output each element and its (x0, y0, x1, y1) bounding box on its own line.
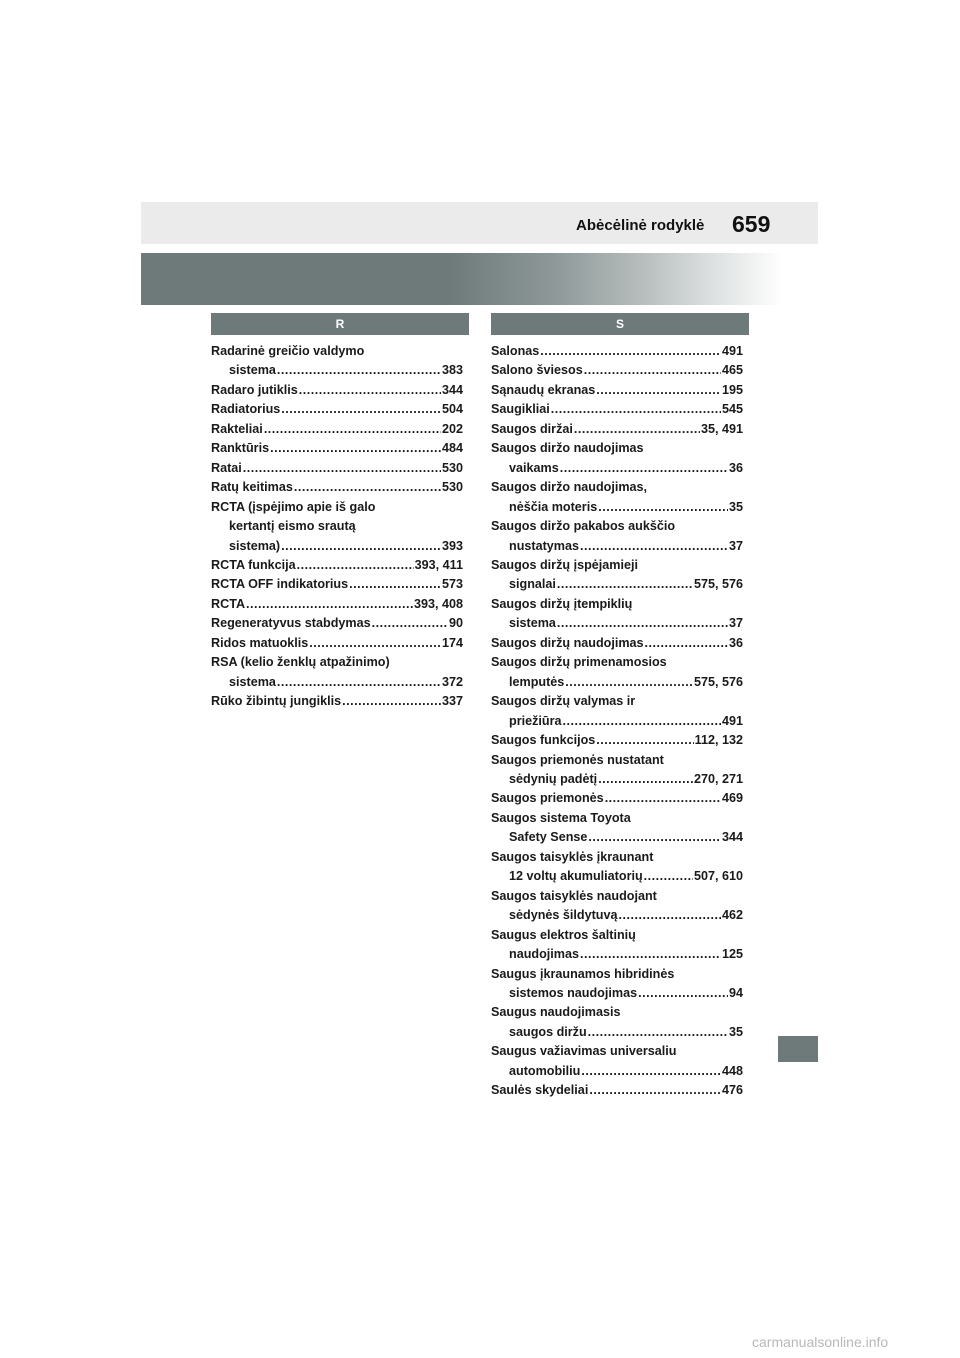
entry-page-ref[interactable]: 337 (441, 694, 463, 709)
dot-leader (557, 614, 728, 633)
dot-leader (551, 400, 721, 419)
entry-page-ref[interactable]: 573 (441, 577, 463, 592)
dot-leader (596, 731, 693, 750)
entry-leader-line (491, 1081, 743, 1100)
entry-page-ref[interactable]: 383 (441, 363, 463, 378)
entry-leader-line (491, 673, 743, 692)
dot-leader (557, 575, 693, 594)
entry-line: Saugos diržų įspėjamieji (491, 557, 638, 572)
entry-line: RSA (kelio ženklų atpažinimo) (211, 655, 390, 670)
dot-leader (574, 420, 700, 439)
index-entry[interactable] (491, 361, 743, 380)
entry-leader-line (491, 906, 743, 925)
entry-term: Regeneratyvus stabdymas (211, 616, 371, 631)
dot-leader (349, 575, 441, 594)
entry-page-ref[interactable]: 372 (441, 674, 463, 689)
entry-term: sistemos naudojimas (509, 985, 638, 1000)
entry-page-ref[interactable]: 393, 411 (414, 557, 463, 572)
entry-leader-line (491, 342, 743, 361)
entry-line: Saugus įkraunamos hibridinės (491, 966, 675, 981)
dot-leader (644, 867, 693, 886)
entry-page-ref[interactable]: 35 (728, 499, 743, 514)
dot-leader (294, 478, 441, 497)
index-entry[interactable] (211, 459, 463, 478)
dot-leader (565, 673, 693, 692)
entry-page-ref[interactable]: 530 (441, 480, 463, 495)
entry-leader-line (491, 1023, 743, 1042)
entry-line: RCTA (įspėjimo apie iš galo (211, 499, 376, 514)
dot-leader (243, 459, 441, 478)
dot-leader (281, 400, 441, 419)
entry-term: Safety Sense (509, 830, 588, 845)
entry-term: priežiūra (509, 713, 562, 728)
index-entry[interactable] (211, 653, 463, 692)
index-entry[interactable] (491, 731, 743, 750)
dot-leader (372, 614, 448, 633)
page-number: 659 (732, 211, 771, 237)
index-entry[interactable] (491, 751, 743, 790)
index-entry[interactable] (491, 478, 743, 517)
entry-term: Salono šviesos (491, 363, 583, 378)
entry-term: RCTA OFF indikatorius (211, 577, 349, 592)
dot-leader (638, 984, 728, 1003)
entry-leader-line (491, 828, 743, 847)
entry-term: sistema (229, 363, 276, 378)
index-entry[interactable] (211, 634, 463, 653)
page-title: Abėcėlinė rodyklė (576, 217, 705, 234)
entry-page-ref[interactable]: 530 (441, 460, 463, 475)
entry-term: Radiatorius (211, 402, 281, 417)
entry-page-ref[interactable]: 37 (728, 538, 743, 553)
entry-term: signalai (509, 577, 556, 592)
entry-term: 12 voltų akumuliatorių (509, 869, 643, 884)
index-entry[interactable] (491, 926, 743, 965)
entry-page-ref[interactable]: 36 (728, 460, 743, 475)
entry-leader-line (211, 361, 463, 380)
entry-line: Saugos priemonės nustatant (491, 752, 664, 767)
index-entry[interactable] (211, 595, 463, 614)
section-header-r: R (211, 313, 469, 335)
entry-line: Saugos diržų įtempiklių (491, 596, 633, 611)
index-entry[interactable] (491, 420, 743, 439)
dot-leader (581, 1062, 721, 1081)
index-entry[interactable] (491, 595, 743, 634)
entry-leader-line (211, 673, 463, 692)
entry-leader-line (491, 498, 743, 517)
entry-leader-line (491, 770, 743, 789)
dot-leader (277, 673, 441, 692)
entry-term: Ridos matuoklis (211, 635, 309, 650)
entry-line: Saugos diržo naudojimas, (491, 480, 648, 495)
entry-page-ref[interactable]: 575, 576 (693, 674, 743, 689)
entry-term: naudojimas (509, 947, 579, 962)
dot-leader (299, 381, 441, 400)
decorative-gradient-band (141, 253, 783, 305)
index-entry[interactable] (491, 653, 743, 692)
entry-leader-line (211, 692, 463, 711)
index-entry[interactable] (491, 1081, 743, 1100)
index-entry[interactable] (211, 478, 463, 497)
index-entry[interactable] (491, 1042, 743, 1081)
dot-leader (277, 361, 441, 380)
index-entry[interactable] (211, 420, 463, 439)
entry-page-ref[interactable]: 476 (721, 1083, 743, 1098)
entry-leader-line (211, 420, 463, 439)
entry-page-ref[interactable]: 545 (721, 402, 743, 417)
entry-line: Saugos diržo pakabos aukščio (491, 519, 676, 534)
index-column-s (491, 342, 743, 1101)
index-entry[interactable] (211, 381, 463, 400)
entry-term: Saugos funkcijos (491, 733, 596, 748)
entry-page-ref[interactable]: 344 (441, 382, 463, 397)
dot-leader (598, 498, 728, 517)
entry-term: Saugikliai (491, 402, 550, 417)
index-entry[interactable] (211, 498, 463, 556)
dot-leader (309, 634, 441, 653)
entry-term: Rakteliai (211, 421, 263, 436)
entry-leader-line (491, 420, 743, 439)
index-entry[interactable] (491, 634, 743, 653)
index-entry[interactable] (211, 342, 463, 381)
index-entry[interactable] (211, 692, 463, 711)
entry-term: Ratų keitimas (211, 480, 293, 495)
entry-leader-line (211, 400, 463, 419)
index-entry[interactable] (491, 556, 743, 595)
dot-leader (560, 459, 728, 478)
entry-term: Rūko žibintų jungiklis (211, 694, 342, 709)
entry-line: Saugos taisyklės įkraunant (491, 849, 654, 864)
entry-page-ref[interactable]: 393, 408 (413, 596, 463, 611)
entry-leader-line (491, 634, 743, 653)
entry-leader-line (491, 789, 743, 808)
entry-term: RCTA funkcija (211, 557, 296, 572)
entry-leader-line (491, 731, 743, 750)
entry-leader-line (491, 1062, 743, 1081)
entry-page-ref[interactable]: 393 (441, 538, 463, 553)
entry-line: Saugos diržo naudojimas (491, 441, 644, 456)
entry-line: Saugus naudojimasis (491, 1005, 621, 1020)
entry-line: kertantį eismo srautą (229, 519, 356, 534)
dot-leader (264, 420, 441, 439)
index-entry[interactable] (211, 400, 463, 419)
entry-page-ref[interactable]: 344 (721, 830, 743, 845)
entry-page-ref[interactable]: 448 (721, 1063, 743, 1078)
dot-leader (580, 537, 728, 556)
entry-term: Ranktūris (211, 441, 270, 456)
entry-leader-line (491, 712, 743, 731)
entry-leader-line (211, 478, 463, 497)
entry-leader-line (211, 614, 463, 633)
entry-page-ref[interactable]: 90 (448, 616, 463, 631)
dot-leader (270, 439, 441, 458)
index-entry[interactable] (491, 887, 743, 926)
entry-page-ref[interactable]: 35 (728, 1024, 743, 1039)
entry-leader-line (211, 556, 463, 575)
dot-leader (589, 1081, 721, 1100)
entry-page-ref[interactable]: 270, 271 (693, 771, 743, 786)
entry-term: Radaro jutiklis (211, 382, 298, 397)
thumb-index-tab (778, 1036, 818, 1062)
dot-leader (619, 906, 721, 925)
dot-leader (645, 634, 728, 653)
entry-page-ref[interactable]: 575, 576 (693, 577, 743, 592)
entry-page-ref[interactable]: 491 (721, 713, 743, 728)
entry-term: Ratai (211, 460, 242, 475)
entry-page-ref[interactable]: 465 (721, 363, 743, 378)
entry-page-ref[interactable]: 195 (721, 382, 743, 397)
entry-term: saugos diržu (509, 1024, 587, 1039)
entry-line: Saugos taisyklės naudojant (491, 888, 657, 903)
section-header-s: S (491, 313, 749, 335)
entry-term: lemputės (509, 674, 565, 689)
entry-leader-line (211, 575, 463, 594)
index-entry[interactable] (491, 1003, 743, 1042)
dot-leader (584, 361, 721, 380)
entry-page-ref[interactable]: 35, 491 (700, 421, 743, 436)
entry-line: Saugos sistema Toyota (491, 810, 631, 825)
dot-leader (598, 770, 693, 789)
entry-leader-line (491, 537, 743, 556)
entry-term: Saugos diržai (491, 421, 573, 436)
entry-page-ref[interactable]: 469 (721, 791, 743, 806)
entry-page-ref[interactable]: 174 (441, 635, 463, 650)
index-entry[interactable] (211, 614, 463, 633)
entry-leader-line (491, 614, 743, 633)
entry-leader-line (491, 381, 743, 400)
index-entry[interactable] (491, 692, 743, 731)
entry-term: nėščia moteris (509, 499, 598, 514)
entry-line: Saugos diržų valymas ir (491, 694, 636, 709)
entry-leader-line (491, 867, 743, 886)
entry-page-ref[interactable]: 484 (441, 441, 463, 456)
entry-line: Saugus važiavimas universaliu (491, 1044, 677, 1059)
dot-leader (605, 789, 721, 808)
entry-term: Saugos priemonės (491, 791, 604, 806)
dot-leader (596, 381, 721, 400)
entry-term: vaikams (509, 460, 559, 475)
index-entry[interactable] (491, 965, 743, 1004)
index-entry[interactable] (491, 342, 743, 361)
dot-leader (588, 828, 721, 847)
dot-leader (281, 537, 441, 556)
entry-page-ref[interactable]: 202 (441, 421, 463, 436)
index-entry[interactable] (491, 381, 743, 400)
index-entry[interactable] (491, 789, 743, 808)
entry-term: nustatymas (509, 538, 579, 553)
entry-term: Sąnaudų ekranas (491, 382, 596, 397)
entry-line: Saugos diržų primenamosios (491, 655, 667, 670)
entry-leader-line (211, 595, 463, 614)
index-entry[interactable] (491, 400, 743, 419)
dot-leader (297, 556, 414, 575)
entry-term: Salonas (491, 344, 540, 358)
entry-leader-line (211, 537, 463, 556)
entry-term: sistema) (229, 538, 281, 553)
entry-page-ref[interactable]: 462 (721, 908, 743, 923)
entry-page-ref[interactable]: 504 (441, 402, 463, 417)
entry-leader-line (211, 459, 463, 478)
entry-term: automobiliu (509, 1063, 581, 1078)
entry-leader-line (491, 459, 743, 478)
entry-page-ref[interactable]: 507, 610 (693, 869, 743, 884)
entry-page-ref[interactable]: 94 (728, 985, 743, 1000)
index-entry[interactable] (211, 575, 463, 594)
watermark: carmanualsonline.info (752, 1334, 889, 1350)
entry-leader-line (211, 381, 463, 400)
entry-term: Saugos diržų naudojimas (491, 635, 644, 650)
index-entry[interactable] (491, 848, 743, 887)
entry-term: sistema (509, 616, 556, 631)
entry-page-ref[interactable]: 125 (721, 947, 743, 962)
index-entry[interactable] (491, 809, 743, 848)
entry-page-ref[interactable]: 36 (728, 635, 743, 650)
entry-term: RCTA (211, 596, 246, 611)
index-entry[interactable] (491, 517, 743, 556)
header-band (141, 202, 818, 244)
entry-line: Saugus elektros šaltinių (491, 927, 636, 942)
entry-page-ref[interactable]: 491 (721, 344, 743, 358)
entry-term: sėdynės šildytuvą (509, 908, 618, 923)
dot-leader (580, 945, 721, 964)
index-column-r (211, 342, 463, 712)
entry-leader-line (491, 984, 743, 1003)
entry-leader-line (491, 575, 743, 594)
entry-term: Saulės skydeliai (491, 1083, 589, 1098)
entry-leader-line (211, 439, 463, 458)
dot-leader (563, 712, 721, 731)
entry-page-ref[interactable]: 112, 132 (694, 733, 743, 748)
entry-term: sistema (229, 674, 276, 689)
entry-leader-line (491, 361, 743, 380)
dot-leader (588, 1023, 728, 1042)
entry-line: Radarinė greičio valdymo (211, 344, 365, 358)
entry-page-ref[interactable]: 37 (728, 616, 743, 631)
entry-leader-line (211, 634, 463, 653)
entry-leader-line (491, 945, 743, 964)
dot-leader (342, 692, 441, 711)
index-entry[interactable] (211, 439, 463, 458)
index-entry[interactable] (491, 439, 743, 478)
entry-leader-line (491, 400, 743, 419)
dot-leader (246, 595, 413, 614)
entry-term: sėdynių padėtį (509, 771, 598, 786)
dot-leader (540, 342, 721, 361)
index-entry[interactable] (211, 556, 463, 575)
